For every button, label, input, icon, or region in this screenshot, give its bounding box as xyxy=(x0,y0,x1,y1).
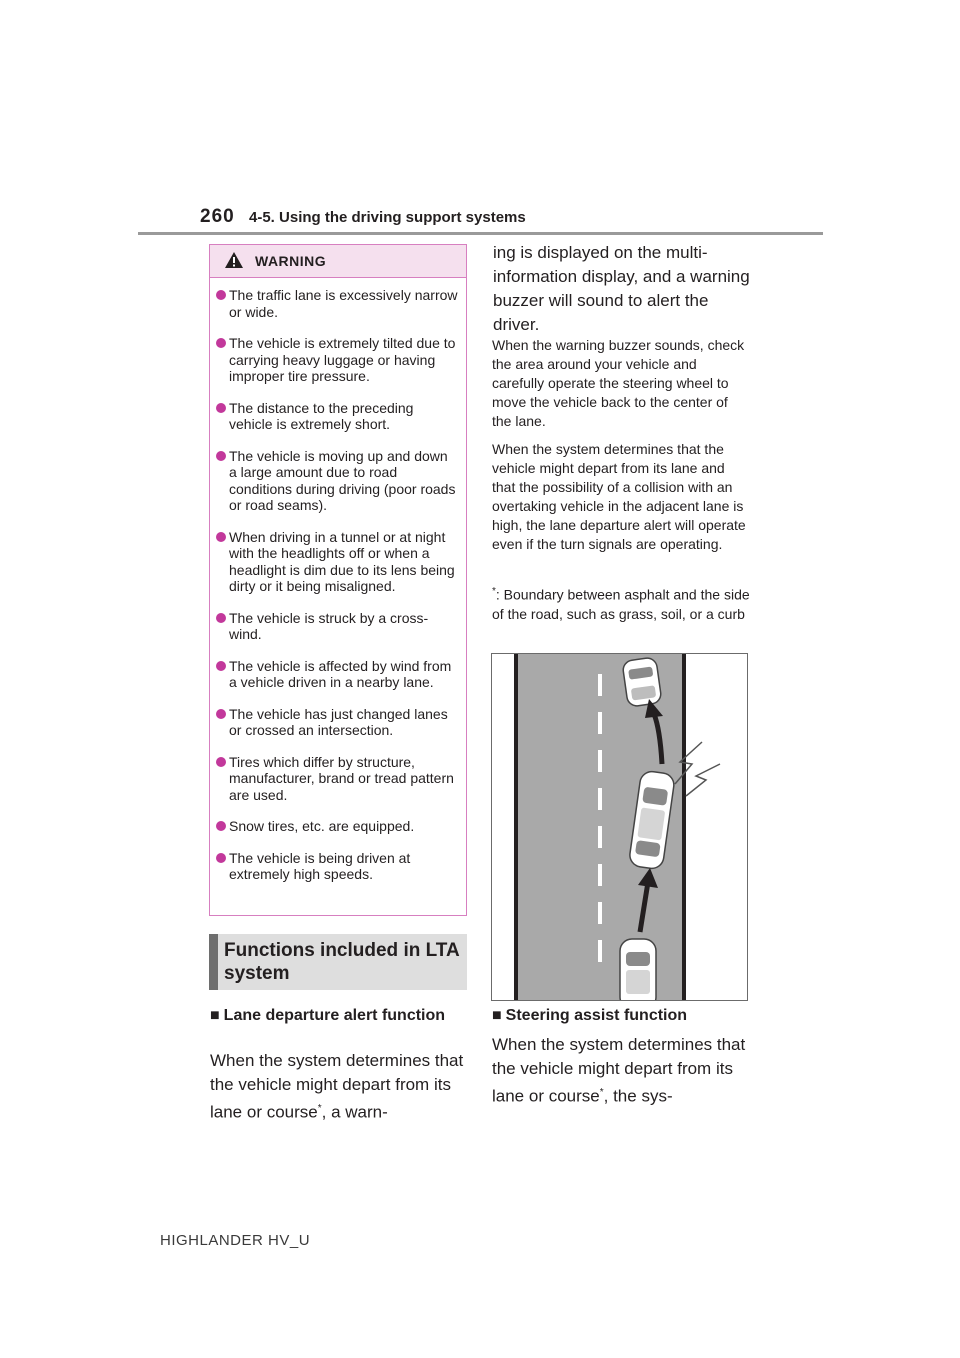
warning-item xyxy=(216,448,458,514)
road-illustration xyxy=(492,654,748,1001)
warning-item-text: The vehicle is being driven at extremely high speeds. xyxy=(229,849,411,882)
warning-triangle-icon xyxy=(224,251,244,269)
warning-list xyxy=(210,278,466,883)
warning-item xyxy=(216,818,458,835)
warning-label: WARNING xyxy=(255,253,327,269)
warning-item-text: The vehicle is struck by a cross-wind. xyxy=(229,609,429,642)
left-lane-line xyxy=(514,654,518,1001)
warning-item-text: The distance to the preceding vehicle is extremely short. xyxy=(229,399,414,432)
lane-departure-text-a: When the system determines that the vehicle might depart from its lane or course*, a warn- xyxy=(210,1051,464,1122)
asterisk-mark: * xyxy=(599,1087,604,1098)
car-bottom-icon xyxy=(620,939,656,1001)
lane-departure-title: Lane departure alert function xyxy=(223,1007,446,1024)
warning-box xyxy=(209,244,467,916)
warning-header xyxy=(210,245,466,278)
footnote-text: : Boundary between asphalt and the side of the road, such as grass, soil, or a curb xyxy=(492,586,750,622)
square-bullet-icon: ■ xyxy=(210,1007,220,1024)
steering-assist-text-b: , the sys- xyxy=(603,1086,673,1106)
warning-item-text: The vehicle has just changed lanes or crossed an intersection. xyxy=(229,705,448,738)
bullet-dot-icon xyxy=(216,613,226,623)
warning-item xyxy=(216,658,458,691)
right-lane-line xyxy=(682,654,686,1001)
page-number: 260 xyxy=(200,206,235,227)
footnote-asterisk: * xyxy=(492,586,496,597)
asterisk-mark: * xyxy=(317,1103,322,1114)
bullet-dot-icon xyxy=(216,451,226,461)
lane-departure-note-1: When the warning buzzer sounds, check the area around your vehicle and carefully operate the steering wheel to move the vehicle back to the center of the lane. xyxy=(492,337,745,429)
header-rule xyxy=(138,232,823,235)
car-top-icon xyxy=(622,657,662,707)
bullet-dot-icon xyxy=(216,853,226,863)
bullet-dot-icon xyxy=(216,403,226,413)
square-bullet-icon: ■ xyxy=(492,1007,502,1024)
warning-item-text: Tires which differ by structure, manufacturer, brand or tread pattern are used. xyxy=(229,753,454,803)
bullet-dot-icon xyxy=(216,338,226,348)
steering-assist-text xyxy=(492,1033,754,1109)
steering-assist-text-a: When the system determines that the vehicle might depart from its lane or course xyxy=(492,1035,746,1106)
warning-item xyxy=(216,706,458,739)
footer-model: HIGHLANDER HV_U xyxy=(160,1232,311,1249)
bullet-dot-icon xyxy=(216,661,226,671)
bullet-dot-icon xyxy=(216,757,226,767)
warning-item xyxy=(216,335,458,385)
bullet-dot-icon xyxy=(216,709,226,719)
bullet-dot-icon xyxy=(216,290,226,300)
lane-departure-heading xyxy=(210,1005,468,1027)
bullet-dot-icon xyxy=(216,532,226,542)
steering-assist-title: Steering assist function xyxy=(505,1007,688,1024)
lane-departure-text-a-content: When the system determines that the vehicle might depart from its lane or course xyxy=(210,1051,464,1122)
warning-item-text: The vehicle is extremely tilted due to carrying heavy luggage or having improper tire pressure. xyxy=(229,335,456,384)
warning-item xyxy=(216,754,458,804)
steering-assist-heading xyxy=(492,1005,750,1027)
warning-item-text: The vehicle is affected by wind from a vehicle driven in a nearby lane. xyxy=(229,657,452,690)
warning-item xyxy=(216,287,458,320)
warning-item-text: Snow tires, etc. are equipped. xyxy=(229,818,415,834)
warning-item-text: The traffic lane is excessively narrow or wide. xyxy=(229,287,458,320)
section-title: 4-5. Using the driving support systems xyxy=(249,209,526,226)
lane-departure-note-2: When the system determines that the vehicle might depart from its lane and that the possibility of a collision with an overtaking vehicle in the adjacent lane is high, the lane departure alert will operate even if the turn signals are operating. xyxy=(492,441,746,552)
warning-item xyxy=(216,610,458,643)
warning-item xyxy=(216,529,458,595)
lane-departure-illustration xyxy=(491,653,748,1001)
lane-departure-text-b: ing is displayed on the multi-information display, and a warning buzzer will sound to alert the driver. xyxy=(493,243,750,334)
warning-item-text: When driving in a tunnel or at night with the headlights off or when a headlight is dim due to its lens being dirty or it being misaligned. xyxy=(229,528,455,594)
warning-item xyxy=(216,400,458,433)
warning-item xyxy=(216,850,458,883)
footnote xyxy=(492,582,750,624)
bullet-dot-icon xyxy=(216,821,226,831)
functions-heading: Functions included in LTA system xyxy=(209,934,467,990)
warning-item-text: The vehicle is moving up and down a large amount due to road conditions during driving (poor roads or road seams). xyxy=(229,447,456,513)
